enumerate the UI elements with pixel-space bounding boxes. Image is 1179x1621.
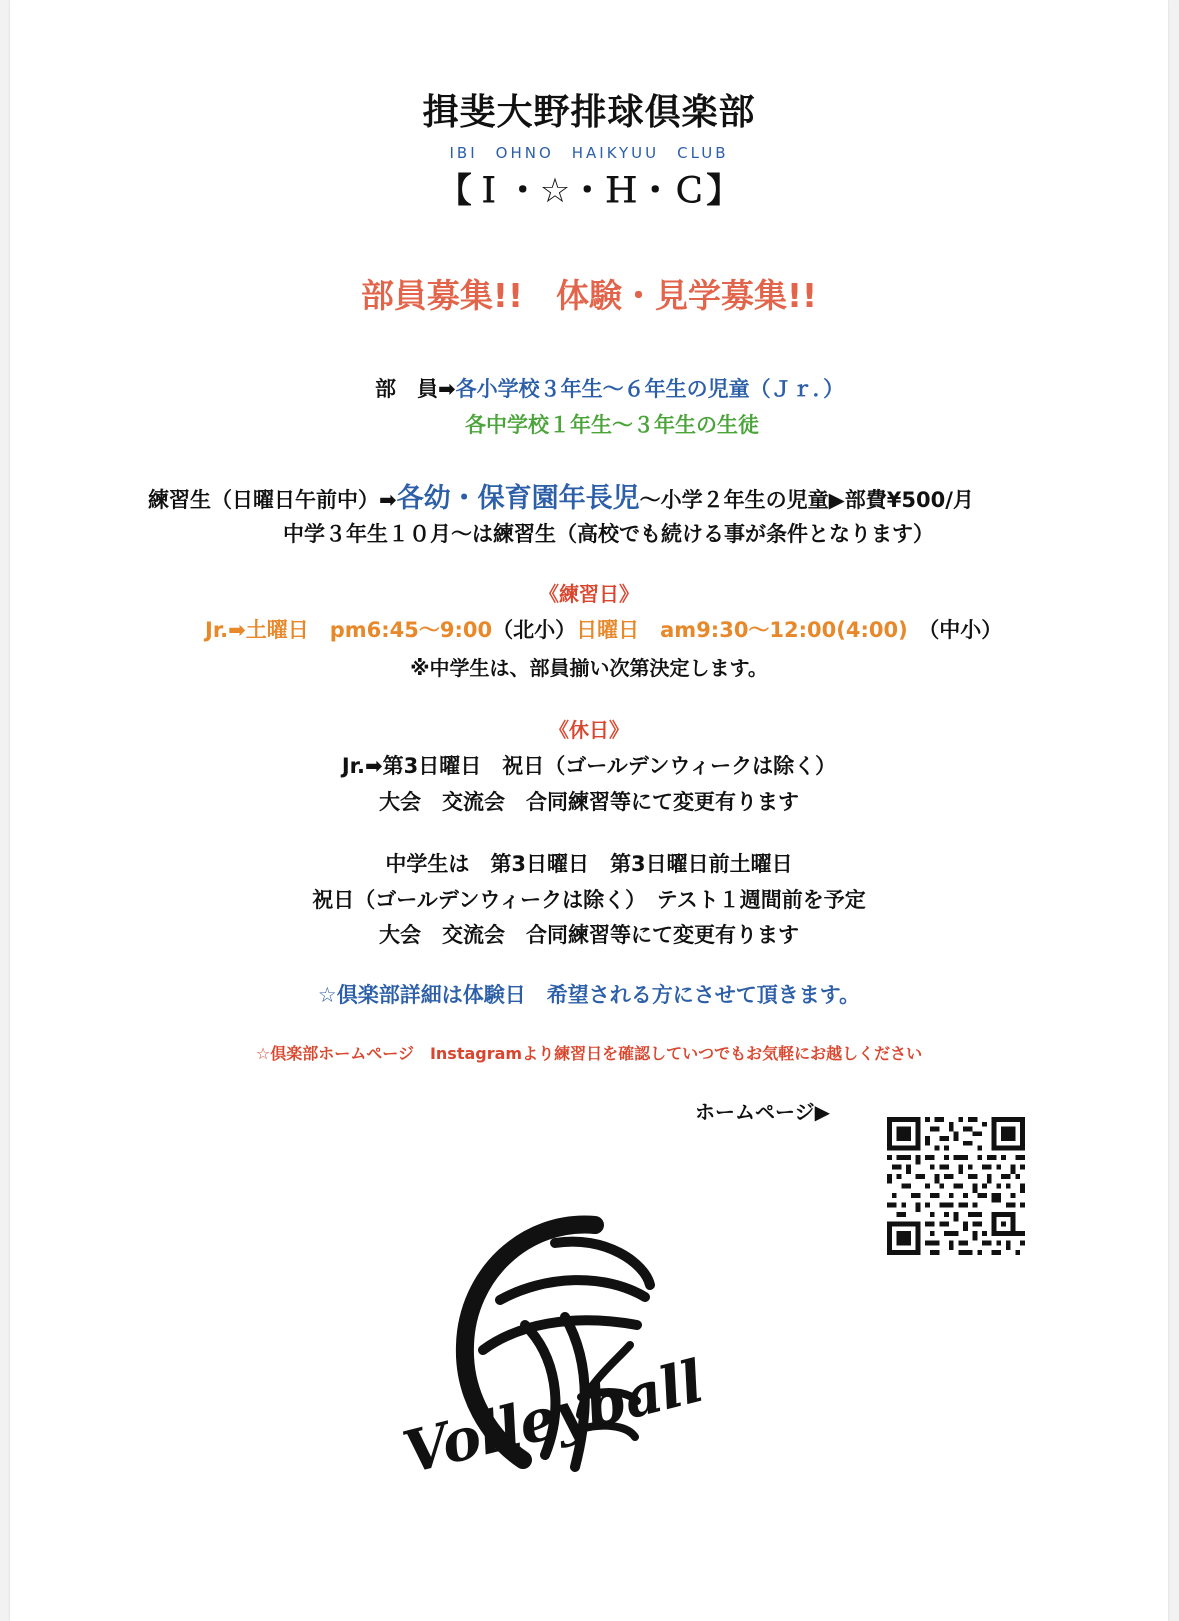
flyer-page [10,0,1168,1621]
club-title-english: IBI OHNO HAIKYUU CLUB [449,144,729,162]
qr-code-icon[interactable] [887,1117,1025,1255]
trainee-line1 [148,476,974,515]
practice-sunday-place: （中小） [928,618,1003,642]
homepage-label: ホームページ▶ [695,1100,830,1124]
members-elementary: 各小学校３年生～６年生の児童（Ｊｒ．） [455,377,845,401]
trainee-suffix: ～小学２年生の児童▶部費¥500/月 [639,488,974,512]
volleyball-logo [396,1347,765,1515]
holiday-jh-line2: 祝日（ゴールデンウィークは除く） テスト１週間前を予定 [312,888,866,912]
practice-saturday-place: （北小） [492,618,577,642]
holiday-jh-change: 大会 交流会 合同練習等にて変更有ります [379,923,799,947]
club-title: 揖斐大野排球倶楽部 [422,92,756,133]
homepage-note: ☆倶楽部ホームページ Instagramより練習日を確認していつでもお気軽にお越しください [255,1044,923,1063]
trainee-highlight: 各幼・保育園年長児 [396,483,640,514]
practice-note: ※中学生は、部員揃い次第決定します。 [410,656,768,680]
practice-schedule [205,614,1002,644]
club-abbreviation: 【Ｉ・☆・Ｈ・Ｃ】 [437,171,741,211]
members-line1 [375,373,844,403]
holiday-heading: 《休日》 [549,718,629,742]
recruit-headline: 部員募集!! 体験・見学募集!! [360,276,818,315]
practice-saturday: Jr.➡土曜日 pm6:45～9:00 [205,618,493,642]
holiday-jr-change: 大会 交流会 合同練習等にて変更有ります [379,790,799,814]
members-junior-high: 各中学校１年生～３年生の生徒 [465,413,759,437]
members-label: 部 員➡ [375,377,456,401]
practice-heading: 《練習日》 [539,582,639,606]
holiday-jh-line1: 中学生は 第3日曜日 第3日曜日前土曜日 [385,852,793,876]
holiday-jr-line: Jr.➡第3日曜日 祝日（ゴールデンウィークは除く） [341,754,837,778]
trainee-line2: 中学３年生１０月～は練習生（高校でも続ける事が条件となります） [283,522,934,546]
trainee-prefix: 練習生（日曜日午前中）➡ [148,488,397,512]
details-note: ☆倶楽部詳細は体験日 希望される方にさせて頂きます。 [317,983,861,1007]
practice-sunday: 日曜日 am9:30～12:00(4:00) [576,618,908,642]
volleyball-logo-text: Volleyball [396,1347,710,1487]
